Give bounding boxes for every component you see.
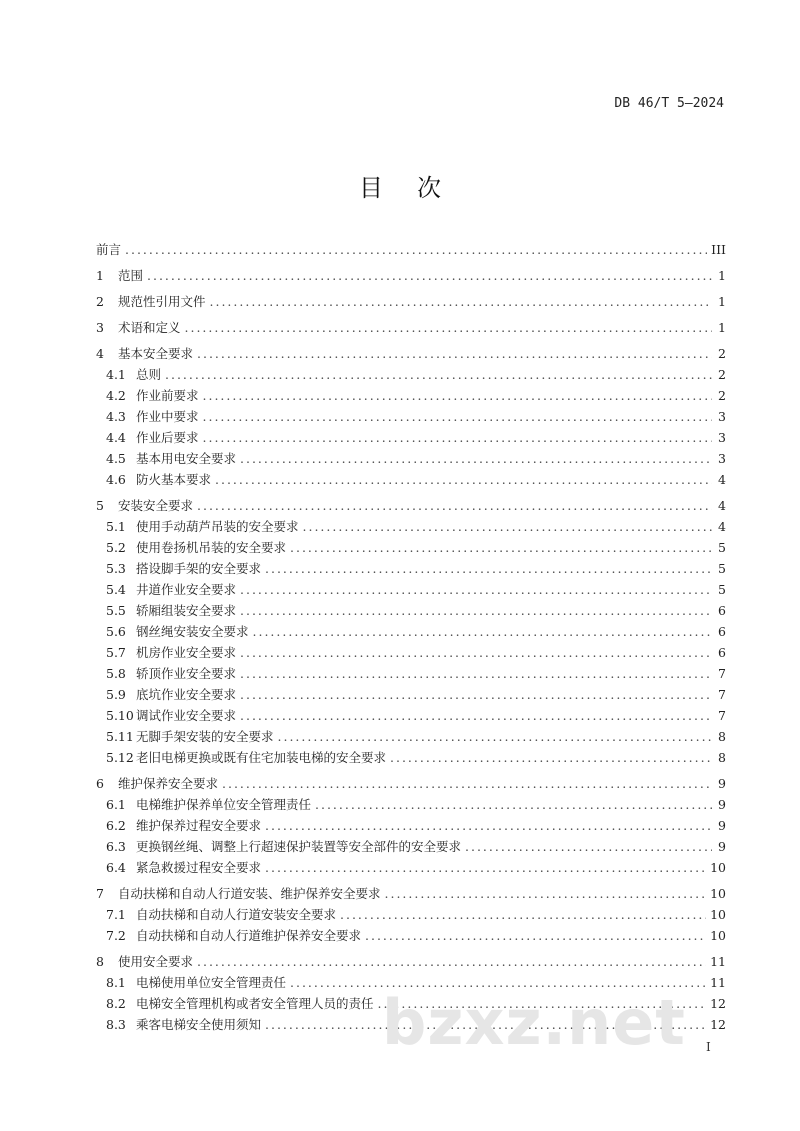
toc-entry-label: 电梯安全管理机构或者安全管理人员的责任: [136, 996, 374, 1011]
toc-entry-label: 术语和定义: [118, 320, 181, 335]
dot-leader: [290, 540, 712, 555]
toc-entry-label: 电梯维护保养单位安全管理责任: [136, 797, 312, 812]
toc-entry-label: 钢丝绳安装安全要求: [136, 624, 249, 639]
toc-entry-label: 无脚手架安装的安全要求: [136, 729, 274, 744]
toc-entry-label: 基本用电安全要求: [136, 451, 237, 466]
toc-entry-page: 2: [718, 367, 726, 382]
toc-entry-label: 使用安全要求: [118, 954, 194, 969]
toc-entry[interactable]: [96, 837, 726, 858]
toc-entry-label: 基本安全要求: [118, 346, 194, 361]
toc-entry[interactable]: [96, 318, 726, 339]
dot-leader: [340, 907, 706, 922]
toc-entry-label: 乘客电梯安全使用须知: [136, 1017, 262, 1032]
toc-entry-page: 4: [718, 498, 726, 513]
toc-entry-label: 轿顶作业安全要求: [136, 666, 237, 681]
page-number: I: [706, 1040, 711, 1054]
dot-leader: [203, 409, 712, 424]
toc-entry-number: 5.8: [106, 666, 126, 681]
toc-entry[interactable]: [96, 727, 726, 748]
table-of-contents: [96, 240, 726, 1036]
toc-entry-label: 机房作业安全要求: [136, 645, 237, 660]
toc-entry-label: 紧急救援过程安全要求: [136, 860, 262, 875]
toc-entry-label: 自动扶梯和自动人行道安装、维护保养安全要求: [118, 886, 381, 901]
toc-entry-page: 2: [718, 388, 726, 403]
toc-entry-label: 维护保养安全要求: [118, 776, 219, 791]
toc-entry[interactable]: [96, 685, 726, 706]
toc-entry-label: 作业前要求: [136, 388, 199, 403]
toc-entry[interactable]: [96, 622, 726, 643]
toc-entry-label: 作业后要求: [136, 430, 199, 445]
toc-entry-page: 8: [718, 729, 726, 744]
toc-entry-page: 4: [718, 472, 726, 487]
dot-leader: [240, 645, 712, 660]
toc-entry-page: 1: [718, 320, 726, 335]
toc-entry-number: 4.2: [106, 388, 126, 403]
toc-entry-number: 8.3: [106, 1017, 126, 1032]
toc-entry-page: 10: [710, 928, 726, 943]
dot-leader: [240, 451, 712, 466]
toc-entry-number: 6.4: [106, 860, 126, 875]
toc-entry-label: 规范性引用文件: [118, 294, 206, 309]
toc-entry-label: 老旧电梯更换或既有住宅加装电梯的安全要求: [136, 750, 387, 765]
toc-entry-page: 3: [718, 409, 726, 424]
toc-entry-label: 调试作业安全要求: [136, 708, 237, 723]
dot-leader: [210, 294, 712, 309]
toc-entry[interactable]: [96, 517, 726, 538]
toc-entry-page: 1: [718, 294, 726, 309]
toc-entry-page: 5: [718, 561, 726, 576]
toc-entry-page: 5: [718, 582, 726, 597]
toc-entry-number: 5.12: [106, 750, 134, 765]
toc-entry-page: 11: [710, 975, 726, 990]
toc-entry-page: 6: [718, 645, 726, 660]
toc-entry-number: 3: [96, 320, 104, 335]
toc-entry-label: 井道作业安全要求: [136, 582, 237, 597]
toc-entry-number: 4.6: [106, 472, 126, 487]
toc-entry-number: 6.1: [106, 797, 126, 812]
dot-leader: [265, 818, 712, 833]
toc-entry-number: 5.6: [106, 624, 126, 639]
toc-entry-page: 9: [718, 776, 726, 791]
toc-entry-page: 3: [718, 430, 726, 445]
toc-entry-number: 7.1: [106, 907, 126, 922]
dot-leader: [385, 886, 707, 901]
toc-entry[interactable]: [96, 470, 726, 491]
toc-entry[interactable]: [96, 386, 726, 407]
toc-entry-page: 10: [710, 907, 726, 922]
dot-leader: [315, 797, 712, 812]
toc-entry[interactable]: [96, 365, 726, 386]
toc-entry-page: 7: [718, 708, 726, 723]
toc-entry-number: 5.3: [106, 561, 126, 576]
toc-entry[interactable]: [96, 344, 726, 365]
dot-leader: [222, 776, 712, 791]
toc-entry[interactable]: [96, 643, 726, 664]
toc-entry-number: 5.4: [106, 582, 126, 597]
dot-leader: [125, 242, 707, 257]
toc-entry-label: 搭设脚手架的安全要求: [136, 561, 262, 576]
dot-leader: [240, 687, 712, 702]
toc-entry-label: 自动扶梯和自动人行道维护保养安全要求: [136, 928, 362, 943]
toc-entry[interactable]: [96, 292, 726, 313]
toc-entry-page: 12: [710, 996, 726, 1011]
toc-entry-number: 4.5: [106, 451, 126, 466]
toc-entry-number: 4.4: [106, 430, 126, 445]
toc-entry-number: 5.11: [106, 729, 134, 744]
toc-entry-label: 使用卷扬机吊装的安全要求: [136, 540, 287, 555]
toc-entry-label: 电梯使用单位安全管理责任: [136, 975, 287, 990]
toc-entry-number: 5.7: [106, 645, 126, 660]
toc-entry[interactable]: [96, 952, 726, 973]
document-code: DB 46/T 5—2024: [614, 96, 724, 111]
toc-entry[interactable]: [96, 266, 726, 287]
toc-entry-page: 2: [718, 346, 726, 361]
toc-entry-number: 6.2: [106, 818, 126, 833]
toc-entry[interactable]: [96, 449, 726, 470]
toc-entry-number: 6.3: [106, 839, 126, 854]
toc-entry[interactable]: [96, 884, 726, 905]
toc-entry-label: 自动扶梯和自动人行道安装安全要求: [136, 907, 337, 922]
toc-entry[interactable]: [96, 774, 726, 795]
toc-entry-page: 9: [718, 818, 726, 833]
toc-entry-number: 8.1: [106, 975, 126, 990]
toc-entry-number: 4: [96, 346, 104, 361]
toc-entry-label: 作业中要求: [136, 409, 199, 424]
toc-entry[interactable]: [96, 407, 726, 428]
toc-entry-number: 2: [96, 294, 104, 309]
toc-entry[interactable]: [96, 795, 726, 816]
toc-entry-page: 9: [718, 839, 726, 854]
dot-leader: [240, 666, 712, 681]
toc-entry-label: 使用手动葫芦吊装的安全要求: [136, 519, 299, 534]
dot-leader: [165, 367, 712, 382]
toc-entry-number: 5.1: [106, 519, 126, 534]
toc-entry-number: 8: [96, 954, 104, 969]
toc-entry-label: 轿厢组装安全要求: [136, 603, 237, 618]
toc-entry[interactable]: [96, 538, 726, 559]
dot-leader: [185, 320, 712, 335]
dot-leader: [197, 498, 712, 513]
toc-entry[interactable]: [96, 580, 726, 601]
toc-entry-number: 1: [96, 268, 104, 283]
dot-leader: [365, 928, 706, 943]
toc-entry-number: 4.3: [106, 409, 126, 424]
toc-entry-label: 维护保养过程安全要求: [136, 818, 262, 833]
toc-title: 目次: [359, 174, 475, 202]
toc-entry[interactable]: [96, 858, 726, 879]
toc-entry-page: 10: [710, 860, 726, 875]
dot-leader: [390, 750, 712, 765]
toc-entry-page: 10: [710, 886, 726, 901]
toc-entry-page: 3: [718, 451, 726, 466]
toc-entry-page: 7: [718, 687, 726, 702]
toc-entry-label: 总则: [136, 367, 162, 382]
dot-leader: [240, 603, 712, 618]
toc-entry[interactable]: [96, 496, 726, 517]
toc-entry-page: 9: [718, 797, 726, 812]
toc-entry-page: 11: [710, 954, 726, 969]
toc-entry[interactable]: [96, 428, 726, 449]
dot-leader: [240, 582, 712, 597]
dot-leader: [203, 430, 712, 445]
toc-entry-number: 5.9: [106, 687, 126, 702]
toc-entry-number: 7: [96, 886, 104, 901]
toc-entry-number: 4.1: [106, 367, 126, 382]
watermark: bzxz.net: [382, 986, 686, 1059]
toc-entry-number: 5: [96, 498, 104, 513]
toc-entry-page: 6: [718, 624, 726, 639]
toc-entry-label: 更换钢丝绳、调整上行超速保护装置等安全部件的安全要求: [136, 839, 462, 854]
toc-entry[interactable]: [96, 664, 726, 685]
dot-leader: [278, 729, 712, 744]
toc-entry[interactable]: [96, 706, 726, 727]
toc-entry-label: 安装安全要求: [118, 498, 194, 513]
toc-entry-number: 5.2: [106, 540, 126, 555]
toc-entry[interactable]: [96, 748, 726, 769]
toc-entry-number: 5.5: [106, 603, 126, 618]
dot-leader: [265, 561, 712, 576]
toc-entry-label: 防火基本要求: [136, 472, 212, 487]
toc-entry-page: 7: [718, 666, 726, 681]
toc-entry-page: 5: [718, 540, 726, 555]
toc-entry-number: 8.2: [106, 996, 126, 1011]
toc-entry[interactable]: [96, 559, 726, 580]
toc-entry-number: 5.10: [106, 708, 134, 723]
dot-leader: [303, 519, 712, 534]
toc-entry-page: III: [711, 242, 726, 257]
dot-leader: [203, 388, 712, 403]
toc-entry-label: 底坑作业安全要求: [136, 687, 237, 702]
dot-leader: [147, 268, 712, 283]
dot-leader: [197, 954, 706, 969]
dot-leader: [240, 708, 712, 723]
toc-entry[interactable]: [96, 816, 726, 837]
toc-entry[interactable]: [96, 926, 726, 947]
toc-entry-page: 1: [718, 268, 726, 283]
dot-leader: [465, 839, 712, 854]
toc-entry-label: 范围: [118, 268, 144, 283]
dot-leader: [265, 860, 706, 875]
toc-entry-number: 7.2: [106, 928, 126, 943]
toc-entry-number: 6: [96, 776, 104, 791]
toc-entry-page: 8: [718, 750, 726, 765]
toc-entry-page: 12: [710, 1017, 726, 1032]
dot-leader: [253, 624, 712, 639]
dot-leader: [215, 472, 712, 487]
toc-entry-page: 4: [718, 519, 726, 534]
toc-entry[interactable]: [96, 601, 726, 622]
toc-entry-page: 6: [718, 603, 726, 618]
toc-entry[interactable]: [96, 905, 726, 926]
toc-entry[interactable]: [96, 240, 726, 261]
dot-leader: [197, 346, 712, 361]
toc-entry-label: 前言: [96, 242, 122, 257]
